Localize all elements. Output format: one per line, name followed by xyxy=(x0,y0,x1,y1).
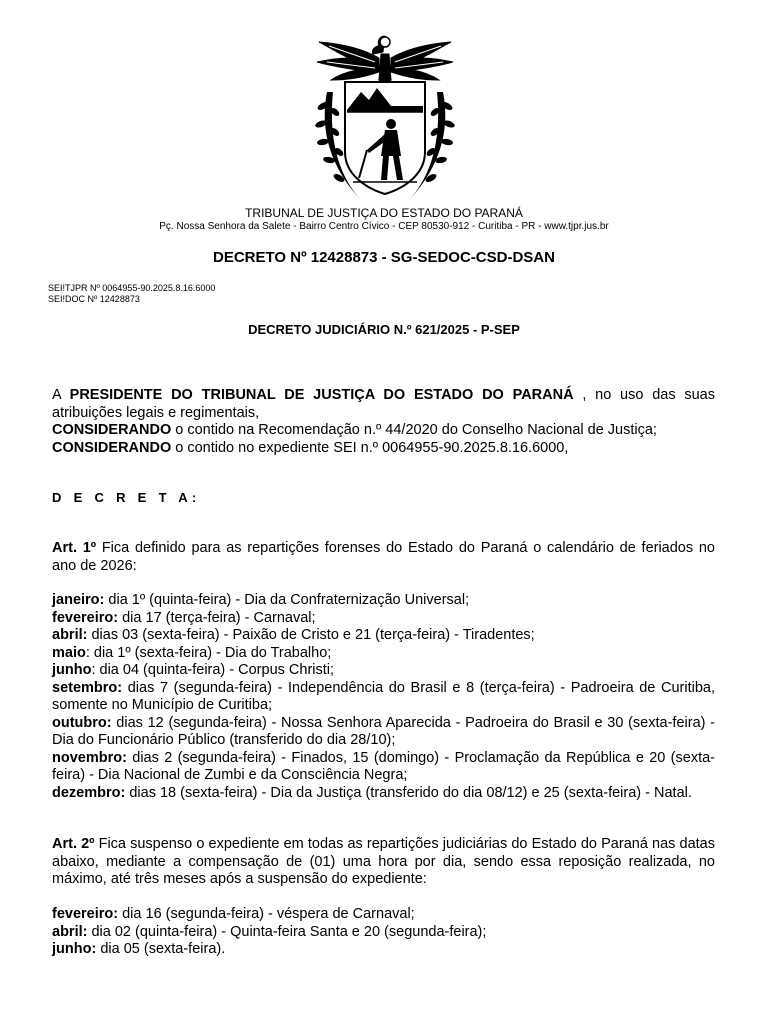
suspension-text: dia 16 (segunda-feira) - véspera de Carnaval; xyxy=(118,906,415,922)
list-item xyxy=(52,941,715,959)
list-item xyxy=(52,924,715,942)
sei-doc-ref: SEI!DOC Nº 12428873 xyxy=(48,294,140,304)
month-label: fevereiro: xyxy=(52,609,119,626)
suspension-list xyxy=(52,906,715,959)
month-label: junho: xyxy=(52,941,97,957)
list-item xyxy=(52,785,715,803)
month-label: novembro: xyxy=(52,749,127,766)
article-label: Art. 2º xyxy=(52,836,95,852)
month-label: dezembro: xyxy=(52,784,126,801)
decree-title: DECRETO Nº 12428873 - SG-SEDOC-CSD-DSAN xyxy=(213,249,555,266)
list-item xyxy=(52,645,715,663)
holiday-text: dias 12 (segunda-feira) - Nossa Senhora Aparecida - Padroeira do Brasil e 30 (sexta-feira) - Dia do Funcionário Público (transferido do dia 28/10); xyxy=(52,714,715,748)
list-item xyxy=(52,715,715,750)
article-1-paragraph xyxy=(52,540,715,575)
month-label: setembro: xyxy=(52,679,123,696)
considerando-line xyxy=(52,422,715,440)
holiday-text: dias 18 (sexta-feira) - Dia da Justiça (transferido do dia 08/12) e 25 (sexta-feira) - Natal. xyxy=(125,784,692,801)
list-item xyxy=(52,680,715,715)
considerando-line xyxy=(52,440,715,458)
month-label: junho xyxy=(52,662,92,678)
suspension-text: dia 05 (sexta-feira). xyxy=(96,941,226,957)
list-item xyxy=(52,906,715,924)
article-text: Fica suspenso o expediente em todas as repartições judiciárias do Estado do Paraná nas datas abaixo, mediante a compensação de (01) uma hora por dia, sendo essa reposição realizada, no máximo, até três meses após a suspensão do expediente: xyxy=(52,836,715,887)
holiday-text: dias 7 (segunda-feira) - Independência do Brasil e 8 (terça-feira) - Padroeira de Curitiba, somente no Município de Curitiba; xyxy=(52,679,715,713)
article-1 xyxy=(52,540,715,575)
preamble xyxy=(52,387,715,457)
preamble-text: , no uso das suas atribuições legais e regimentais, xyxy=(52,387,715,421)
article-2-paragraph xyxy=(52,836,715,889)
holiday-list xyxy=(52,592,715,802)
article-text: Fica definido para as repartições forenses do Estado do Paraná o calendário de feriados no ano de 2026: xyxy=(52,540,715,574)
list-item xyxy=(52,592,715,610)
preamble-authority: PRESIDENTE DO TRIBUNAL DE JUSTIÇA DO ESTADO DO PARANÁ xyxy=(69,387,574,403)
list-item xyxy=(52,627,715,645)
suspension-text: dia 02 (quinta-feira) - Quinta-feira Santa e 20 (segunda-feira); xyxy=(87,923,487,940)
month-label: maio xyxy=(52,644,86,661)
considerando-label: CONSIDERANDO xyxy=(52,439,172,456)
decreta-heading: D E C R E T A: xyxy=(52,490,201,505)
month-label: fevereiro: xyxy=(52,906,119,922)
holiday-text: : dia 1º (sexta-feira) - Dia do Trabalho; xyxy=(85,644,332,661)
list-item xyxy=(52,750,715,785)
considerando-label: CONSIDERANDO xyxy=(52,422,172,438)
holiday-text: dias 03 (sexta-feira) - Paixão de Cristo e 21 (terça-feira) - Tiradentes; xyxy=(87,627,535,643)
considerando-text: o contido no expediente SEI n.º 0064955-90.2025.8.16.6000, xyxy=(171,439,569,456)
month-label: janeiro: xyxy=(52,592,105,608)
sei-process-ref: SEI!TJPR Nº 0064955-90.2025.8.16.6000 xyxy=(48,283,216,293)
institution-address: Pç. Nossa Senhora da Salete - Bairro Centro Cívico - CEP 80530-912 - Curitiba - PR - www.tjpr.jus.br xyxy=(159,221,609,232)
judicial-decree-title: DECRETO JUDICIÁRIO N.º 621/2025 - P-SEP xyxy=(248,322,520,337)
holiday-text: : dia 04 (quinta-feira) - Corpus Christi; xyxy=(91,662,335,678)
list-item xyxy=(52,610,715,628)
preamble-text: A xyxy=(52,387,70,403)
list-item xyxy=(52,662,715,680)
institution-name: TRIBUNAL DE JUSTIÇA DO ESTADO DO PARANÁ xyxy=(245,206,523,220)
month-label: abril: xyxy=(52,627,88,643)
month-label: abril: xyxy=(52,923,88,940)
holiday-text: dia 17 (terça-feira) - Carnaval; xyxy=(118,609,316,626)
holiday-text: dia 1º (quinta-feira) - Dia da Confraternização Universal; xyxy=(104,592,470,608)
month-label: outubro: xyxy=(52,714,112,731)
article-label: Art. 1º xyxy=(52,540,97,556)
holiday-text: dias 2 (segunda-feira) - Finados, 15 (domingo) - Proclamação da República e 20 (sexta-feira) - Dia Nacional de Zumbi e da Consciência Negra; xyxy=(52,749,715,783)
coat-of-arms-icon xyxy=(305,32,465,207)
considerando-text: o contido na Recomendação n.º 44/2020 do Conselho Nacional de Justiça; xyxy=(171,422,657,438)
preamble-line xyxy=(52,387,715,422)
article-2 xyxy=(52,836,715,889)
